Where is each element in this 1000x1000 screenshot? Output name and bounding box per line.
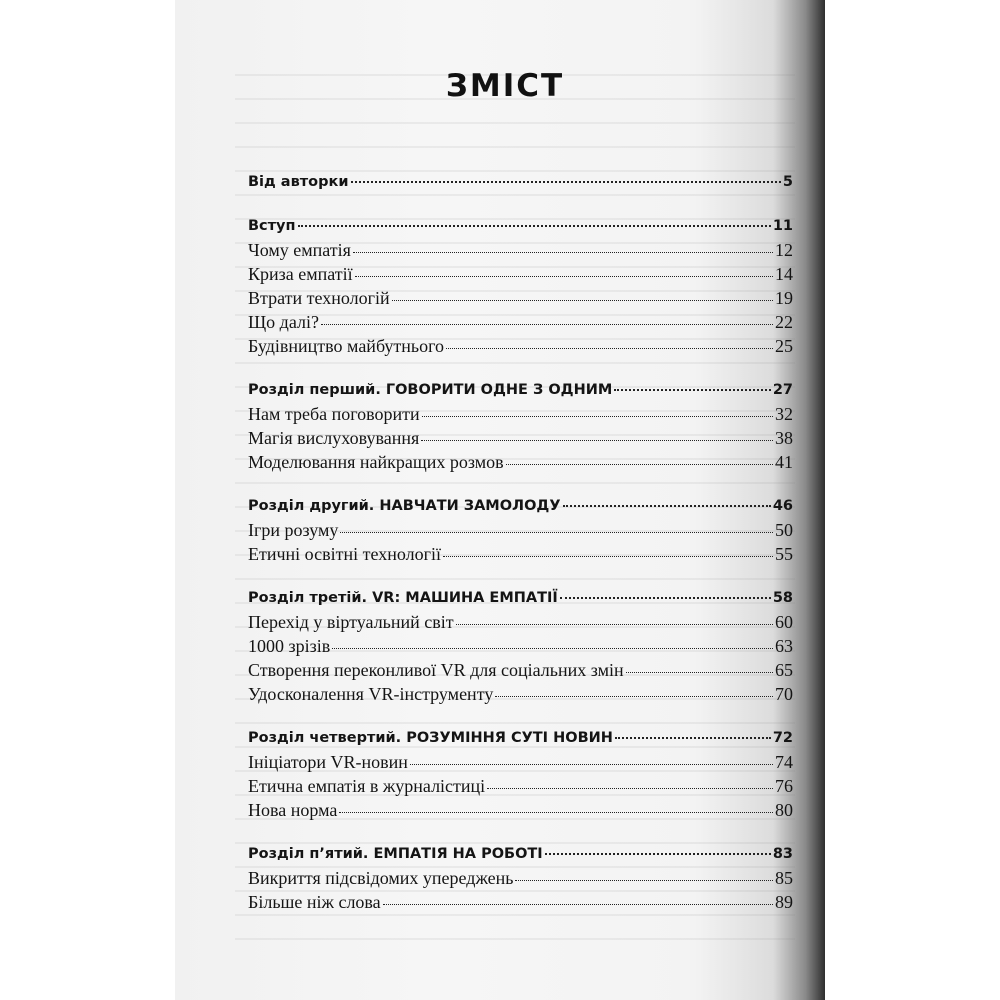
toc-heading-row <box>248 378 793 402</box>
toc-heading-page: 27 <box>772 382 793 398</box>
toc-entry-label: Криза емпатії <box>248 264 353 284</box>
toc-entry <box>248 658 793 682</box>
toc-entry <box>248 310 793 334</box>
dot-leader <box>495 696 773 697</box>
toc-entry <box>248 426 793 450</box>
toc-heading-row <box>248 170 793 194</box>
dot-leader <box>339 812 773 813</box>
toc-entry-page: 89 <box>775 892 793 912</box>
toc-entry <box>248 774 793 798</box>
dot-leader <box>383 904 773 905</box>
dot-leader <box>560 597 771 599</box>
dot-leader <box>410 764 773 765</box>
toc-heading-page: 72 <box>772 730 793 746</box>
toc-entry-label: Магія вислуховування <box>248 428 420 448</box>
toc-heading-label: Вступ <box>248 218 296 234</box>
toc-entry <box>248 518 793 542</box>
toc-entry-page: 32 <box>775 404 793 424</box>
toc-entry <box>248 334 793 358</box>
toc-heading-row <box>248 494 793 518</box>
toc-heading-row <box>248 586 793 610</box>
toc-entry <box>248 238 793 262</box>
toc-entry-label: 1000 зрізів <box>248 636 331 656</box>
toc-entry-label: Удосконалення VR-інструменту <box>248 684 494 704</box>
toc-entry-page: 41 <box>775 452 793 472</box>
dot-leader <box>443 556 773 557</box>
toc-entry <box>248 610 793 634</box>
toc-entry-label: Нам треба поговорити <box>248 404 420 424</box>
toc-entry-page: 74 <box>775 752 793 772</box>
toc-heading-page: 83 <box>772 846 793 862</box>
toc-entry-label: Перехід у віртуальний світ <box>248 612 454 632</box>
toc-heading-page: 46 <box>772 498 793 514</box>
toc-entry-page: 65 <box>775 660 793 680</box>
toc-heading-label: Розділ перший. ГОВОРИТИ ОДНЕ З ОДНИМ <box>248 382 613 398</box>
toc-entry-page: 85 <box>775 868 793 888</box>
toc-entry <box>248 286 793 310</box>
toc-entry <box>248 450 793 474</box>
toc-section <box>248 170 793 194</box>
toc-entry-label: Втрати технологій <box>248 288 390 308</box>
toc-entry-label: Викриття підсвідомих упереджень <box>248 868 514 888</box>
toc-heading-row <box>248 214 793 238</box>
toc-section <box>248 214 793 358</box>
toc-entry <box>248 634 793 658</box>
book-page <box>175 0 825 1000</box>
dot-leader <box>515 880 773 881</box>
toc-entry-label: Чому емпатія <box>248 240 351 260</box>
toc-entry-page: 50 <box>775 520 793 540</box>
table-of-contents <box>248 170 793 934</box>
toc-entry-label: Ініціатори VR-новин <box>248 752 408 772</box>
toc-entry-page: 14 <box>775 264 793 284</box>
toc-entry-page: 63 <box>775 636 793 656</box>
toc-heading-page: 58 <box>772 590 793 606</box>
dot-leader <box>421 440 773 441</box>
toc-entry <box>248 542 793 566</box>
toc-entry-label: Більше ніж слова <box>248 892 381 912</box>
toc-heading-page: 11 <box>772 218 793 234</box>
toc-entry-page: 55 <box>775 544 793 564</box>
dot-leader <box>446 348 773 349</box>
toc-entry-page: 12 <box>775 240 793 260</box>
toc-entry <box>248 798 793 822</box>
toc-entry <box>248 402 793 426</box>
toc-entry-label: Етичні освітні технології <box>248 544 441 564</box>
toc-entry-label: Будівництво майбутнього <box>248 336 445 356</box>
toc-entry-label: Етична емпатія в журналістиці <box>248 776 486 796</box>
toc-entry-page: 38 <box>775 428 793 448</box>
toc-section <box>248 842 793 914</box>
dot-leader <box>321 324 773 325</box>
toc-entry-label: Створення переконливої VR для соціальних змін <box>248 660 624 680</box>
dot-leader <box>422 416 773 417</box>
toc-heading-row <box>248 842 793 866</box>
toc-section <box>248 586 793 706</box>
dot-leader <box>506 464 773 465</box>
dot-leader <box>487 788 773 789</box>
dot-leader <box>614 389 771 391</box>
dot-leader <box>615 737 771 739</box>
toc-entry-page: 22 <box>775 312 793 332</box>
toc-heading-label: Від авторки <box>248 174 349 190</box>
dot-leader <box>332 648 773 649</box>
toc-section <box>248 378 793 474</box>
dot-leader <box>563 505 771 507</box>
toc-entry-label: Що далі? <box>248 312 319 332</box>
toc-entry-page: 19 <box>775 288 793 308</box>
toc-entry-label: Ігри розуму <box>248 520 339 540</box>
toc-section <box>248 494 793 566</box>
dot-leader <box>351 181 781 183</box>
toc-heading-page: 5 <box>782 174 793 190</box>
toc-heading-row <box>248 726 793 750</box>
toc-entry <box>248 682 793 706</box>
toc-entry-label: Нова норма <box>248 800 338 820</box>
toc-heading-label: Розділ п’ятий. ЕМПАТІЯ НА РОБОТІ <box>248 846 543 862</box>
toc-heading-label: Розділ четвертий. РОЗУМІННЯ СУТІ НОВИН <box>248 730 613 746</box>
dot-leader <box>355 276 773 277</box>
toc-entry-page: 76 <box>775 776 793 796</box>
dot-leader <box>340 532 773 533</box>
toc-entry-page: 25 <box>775 336 793 356</box>
page-title: ЗМІСТ <box>445 68 565 104</box>
toc-heading-label: Розділ третій. VR: МАШИНА ЕМПАТІЇ <box>248 590 558 606</box>
toc-entry-page: 80 <box>775 800 793 820</box>
dot-leader <box>298 225 771 227</box>
toc-section <box>248 726 793 822</box>
toc-heading-label: Розділ другий. НАВЧАТИ ЗАМОЛОДУ <box>248 498 561 514</box>
dot-leader <box>353 252 773 253</box>
toc-entry <box>248 750 793 774</box>
dot-leader <box>545 853 771 855</box>
toc-entry-page: 60 <box>775 612 793 632</box>
toc-entry-page: 70 <box>775 684 793 704</box>
dot-leader <box>456 624 773 625</box>
toc-entry <box>248 866 793 890</box>
toc-entry-label: Моделювання найкращих розмов <box>248 452 504 472</box>
dot-leader <box>626 672 773 673</box>
toc-entry <box>248 262 793 286</box>
dot-leader <box>392 300 773 301</box>
toc-entry <box>248 890 793 914</box>
